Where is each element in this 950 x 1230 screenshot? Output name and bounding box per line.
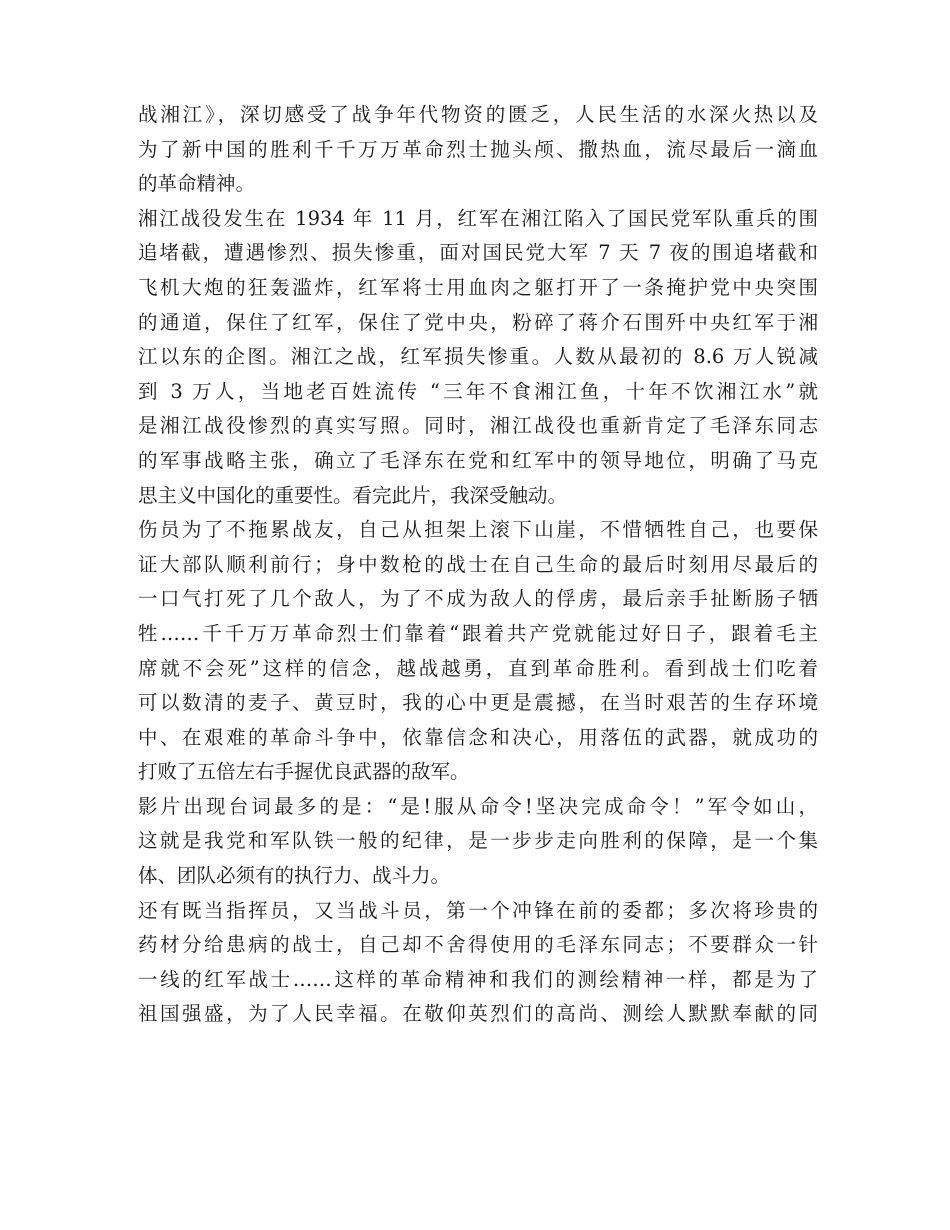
text-line: 飞机大炮的狂轰滥炸，红军将士用血肉之躯打开了一条掩护党中央突围: [138, 275, 818, 299]
text-line: 中、在艰难的革命斗争中，依靠信念和决心，用落伍的武器，就成功的: [138, 725, 818, 749]
text-line: 一线的红军战士……这样的革命精神和我们的测绘精神一样，都是为了: [138, 967, 818, 991]
text-line: 影片出现台词最多的是：“是!服从命令!坚决完成命令！”军令如山，: [138, 794, 818, 818]
text-line: 证大部队顺利前行；身中数枪的战士在自己生命的最后时刻用尽最后的: [138, 552, 818, 576]
text-line: 的革命精神。: [138, 172, 256, 196]
text-line: 还有既当指挥员，又当战斗员，第一个冲锋在前的委都；多次将珍贵的: [138, 898, 818, 922]
text-line: 可以数清的麦子、黄豆时，我的心中更是震撼，在当时艰苦的生存环境: [138, 691, 818, 715]
text-line: 战湘江》，深切感受了战争年代物资的匮乏，人民生活的水深火热以及: [138, 103, 818, 126]
text-line: 湘江战役发生在 1934 年 11 月，红军在湘江陷入了国民党军队重兵的围: [138, 206, 818, 230]
text-line: 的军事战略主张，确立了毛泽东在党和红军中的领导地位，明确了马克: [138, 448, 818, 472]
text-line: 一口气打死了几个敌人，为了不成为敌人的俘虏，最后亲手扯断肠子牺: [138, 587, 818, 611]
text-line: 到 3 万人，当地老百姓流传 “三年不食湘江鱼，十年不饮湘江水”就: [138, 379, 818, 403]
text-line: 体、团队必须有的执行力、战斗力。: [138, 864, 451, 888]
text-line: 为了新中国的胜利千千万万革命烈士抛头颅、撒热血，流尽最后一滴血: [138, 137, 818, 161]
text-line: 江以东的企图。湘江之战，红军损失惨重。人数从最初的 8.6 万人锐减: [138, 345, 818, 369]
text-line: 打败了五倍左右手握优良武器的敌军。: [138, 760, 470, 784]
text-line: 是湘江战役惨烈的真实写照。同时，湘江战役也重新肯定了毛泽东同志: [138, 414, 818, 438]
text-line: 思主义中国化的重要性。看完此片，我深受触动。: [138, 483, 568, 507]
document-body: [138, 98, 818, 1032]
text-line: 的通道，保住了红军，保住了党中央，粉碎了蒋介石围歼中央红军于湘: [138, 310, 818, 334]
text-line: 这就是我党和军队铁一般的纪律，是一步步走向胜利的保障，是一个集: [138, 829, 818, 853]
text-line: 伤员为了不拖累战友，自己从担架上滚下山崖，不惜牺牲自己，也要保: [138, 518, 818, 542]
text-line: 药材分给患病的战士，自己却不舍得使用的毛泽东同志；不要群众一针: [138, 933, 818, 957]
text-line: 牲……千千万万革命烈士们靠着“跟着共产党就能过好日子，跟着毛主: [138, 621, 818, 645]
text-line: 席就不会死”这样的信念，越战越勇，直到革命胜利。看到战士们吃着: [138, 656, 818, 680]
text-line: 祖国强盛，为了人民幸福。在敬仰英烈们的高尚、测绘人默默奉献的同: [138, 1002, 818, 1026]
text-line: 追堵截，遭遇惨烈、损失惨重，面对国民党大军 7 天 7 夜的围追堵截和: [138, 241, 818, 265]
